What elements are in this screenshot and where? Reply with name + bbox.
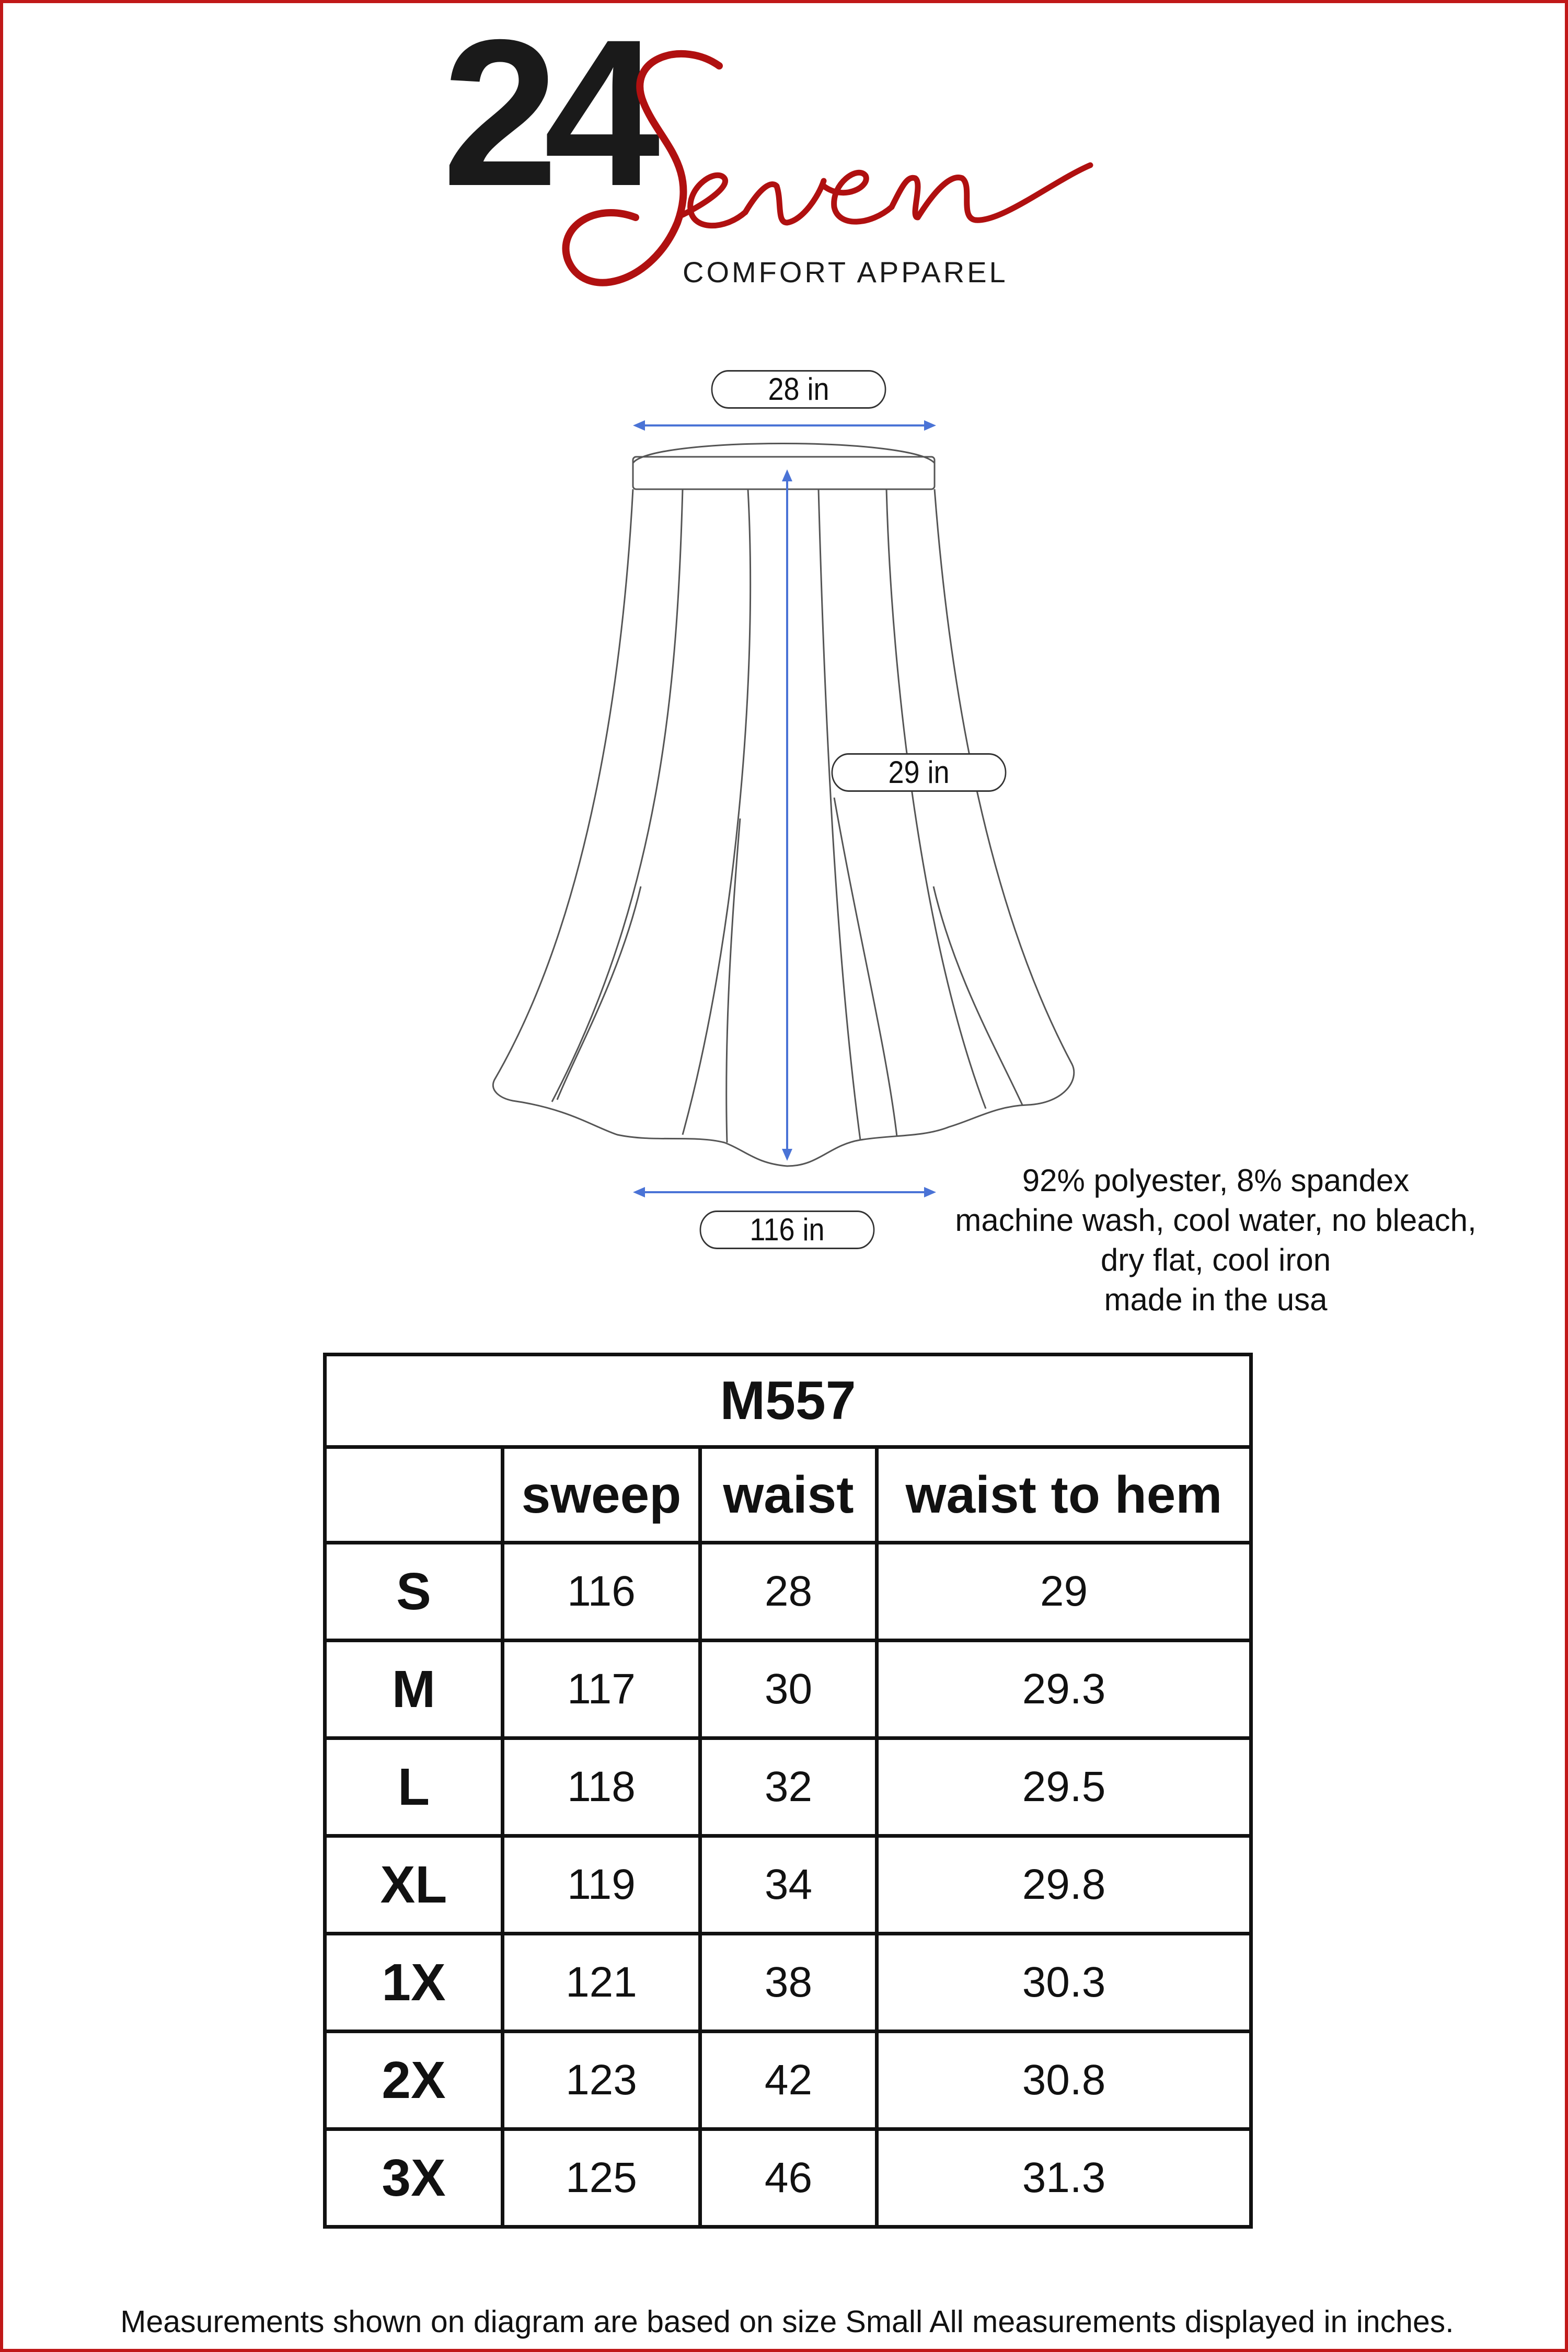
size-label: M xyxy=(325,1641,503,1738)
waist-arrow-right-head xyxy=(924,420,936,431)
table-row xyxy=(325,1641,1251,1738)
sweep-value: 125 xyxy=(503,2129,700,2227)
waist-value: 34 xyxy=(700,1836,877,1934)
sweep-value: 123 xyxy=(503,2032,700,2129)
fabric-content: 92% polyester, 8% spandex xyxy=(1022,1163,1410,1198)
table-row xyxy=(325,1836,1251,1934)
length-measure-label: 29 in xyxy=(832,753,1007,792)
table-row xyxy=(325,2129,1251,2227)
size-label: 3X xyxy=(325,2129,503,2227)
style-number: M557 xyxy=(325,1355,1251,1447)
waist-value: 30 xyxy=(700,1641,877,1738)
table-row xyxy=(325,1738,1251,1836)
seam-3 xyxy=(818,489,860,1140)
waist-value: 32 xyxy=(700,1738,877,1836)
seam-4 xyxy=(886,489,986,1109)
length-arrow-bottom-head xyxy=(782,1149,792,1161)
waist-value: 38 xyxy=(700,1934,877,2032)
sweep-value: 116 xyxy=(503,1543,700,1641)
waist-value: 42 xyxy=(700,2032,877,2129)
table-row xyxy=(325,1543,1251,1641)
waist-to-hem-value: 30.3 xyxy=(877,1934,1251,2032)
table-row xyxy=(325,2032,1251,2129)
measurement-footnote: Measurements shown on diagram are based on size Small All measurements displayed in inches. xyxy=(120,2304,1454,2339)
logo-tagline: COMFORT APPAREL xyxy=(683,256,1008,289)
size-label: 1X xyxy=(325,1934,503,2032)
waist-value: 28 xyxy=(700,1543,877,1641)
waistband xyxy=(633,457,935,489)
size-label: 2X xyxy=(325,2032,503,2129)
size-label: L xyxy=(325,1738,503,1836)
sweep-arrow-left-head xyxy=(633,1187,645,1197)
care-instructions xyxy=(913,1161,1519,1320)
sweep-value: 117 xyxy=(503,1641,700,1738)
godet-right xyxy=(933,886,1022,1105)
header-sweep: sweep xyxy=(503,1447,700,1543)
size-label: S xyxy=(325,1543,503,1641)
waist-value: 46 xyxy=(700,2129,877,2227)
skirt-outline xyxy=(493,489,1074,1166)
wash-instructions: machine wash, cool water, no bleach, xyxy=(955,1203,1477,1238)
dry-instructions: dry flat, cool iron xyxy=(1100,1242,1331,1277)
waistband-top xyxy=(633,444,935,464)
waist-arrow-left-head xyxy=(633,420,645,431)
sweep-measure-label: 116 in xyxy=(700,1210,875,1249)
sweep-value: 121 xyxy=(503,1934,700,2032)
logo-number: 24 xyxy=(442,0,645,229)
origin: made in the usa xyxy=(1104,1282,1328,1317)
godet-center-right xyxy=(834,798,897,1136)
header-size xyxy=(325,1447,503,1543)
waist-to-hem-value: 29.8 xyxy=(877,1836,1251,1934)
header-waist-to-hem: waist to hem xyxy=(877,1447,1251,1543)
sweep-value: 118 xyxy=(503,1738,700,1836)
table-row xyxy=(325,1934,1251,2032)
waist-to-hem-value: 31.3 xyxy=(877,2129,1251,2227)
length-arrow-top-head xyxy=(782,469,792,481)
waist-to-hem-value: 30.8 xyxy=(877,2032,1251,2129)
seam-2 xyxy=(683,489,751,1135)
header-waist: waist xyxy=(700,1447,877,1543)
skirt-diagram xyxy=(3,0,1568,1310)
size-label: XL xyxy=(325,1836,503,1934)
seam-1 xyxy=(552,489,683,1102)
waist-to-hem-value: 29.5 xyxy=(877,1738,1251,1836)
waist-measure-label: 28 in xyxy=(711,370,886,409)
size-table xyxy=(323,1353,1253,2229)
table-header-row xyxy=(325,1447,1251,1543)
sweep-value: 119 xyxy=(503,1836,700,1934)
waist-to-hem-value: 29.3 xyxy=(877,1641,1251,1738)
waist-to-hem-value: 29 xyxy=(877,1543,1251,1641)
